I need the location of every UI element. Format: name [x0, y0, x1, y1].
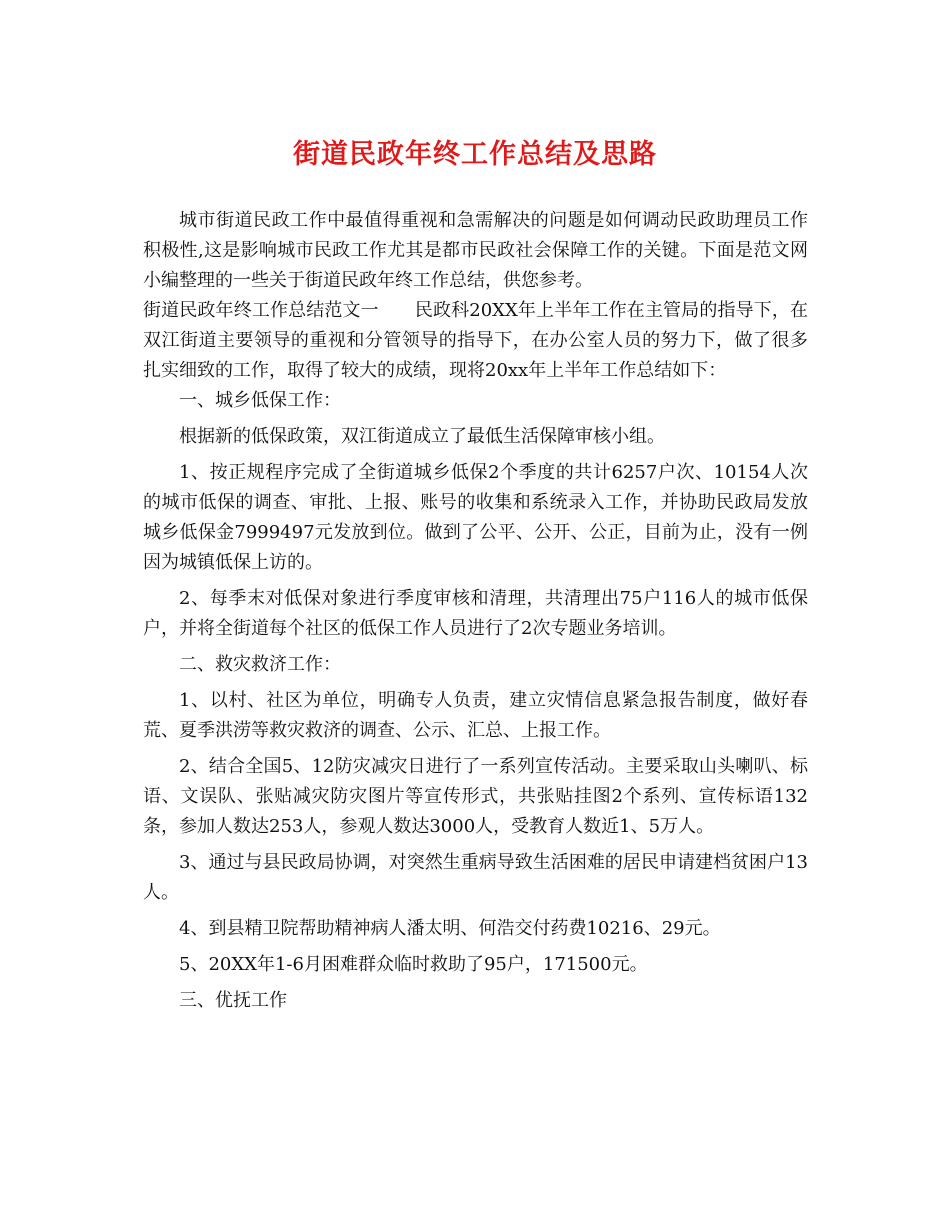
paragraph-intro: 城市街道民政工作中最值得重视和急需解决的问题是如何调动民政助理员工作积极性,这是影响城市民政工作尤其是都市民政社会保障工作的关键。下面是范文网小编整理的一些关于街道民政年终工作总结，供您参考。 — [143, 210, 808, 291]
sample-heading: 街道民政年终工作总结范文一 — [143, 300, 379, 321]
document-title: 街道民政年终工作总结及思路 — [293, 139, 657, 170]
paragraph-sample-one — [143, 296, 808, 386]
list-item-2-3: 3、通过与县民政局协调，对突然生重病导致生活困难的居民申请建档贫困户13人。 — [143, 852, 808, 903]
paragraph-policy: 根据新的低保政策，双江街道成立了最低生活保障审核小组。 — [179, 426, 665, 447]
list-item-1-2: 2、每季末对低保对象进行季度审核和清理，共清理出75户116人的城市低保户，并将全街道每个社区的低保工作人员进行了2次专题业务培训。 — [143, 588, 808, 639]
section-heading-3: 三、优抚工作 — [179, 990, 287, 1011]
list-item-2-2: 2、结合全国5、12防灾减灾日进行了一系列宣传活动。主要采取山头喇叭、标语、文误队、张贴减灾防灾图片等宣传形式，共张贴挂图2个系列、宣传标语132条，参加人数达253人，参观人数达3000人，受教育人数近1、5万人。 — [143, 756, 808, 837]
list-item-2-4: 4、到县精卫院帮助精神病人潘太明、何浩交付药费10216、29元。 — [179, 918, 721, 939]
sample-text: 民政科20XX年上半年工作在主管局的指导下，在双江街道主要领导的重视和分管领导的指导下，在办公室人员的努力下，做了很多扎实细致的工作，取得了较大的成绩，现将20xx年上半年工作总结如下： — [143, 300, 809, 381]
list-item-2-1: 1、以村、社区为单位，明确专人负责，建立灾情信息紧急报告制度，做好春荒、夏季洪涝等救灾救济的调查、公示、汇总、上报工作。 — [143, 690, 808, 741]
list-item-1-1: 1、按正规程序完成了全街道城乡低保2个季度的共计6257户次、10154人次的城市低保的调查、审批、上报、账号的收集和系统录入工作，并协助民政局发放城乡低保金7999497元发放到位。做到了公平、公开、公正，目前为止，没有一例因为城镇低保上访的。 — [143, 462, 808, 573]
section-heading-2: 二、救灾救济工作： — [179, 654, 341, 675]
list-item-2-5: 5、20XX年1-6月困难群众临时救助了95户，171500元。 — [179, 954, 648, 975]
section-heading-1: 一、城乡低保工作： — [179, 390, 341, 411]
document-body — [143, 206, 808, 1022]
